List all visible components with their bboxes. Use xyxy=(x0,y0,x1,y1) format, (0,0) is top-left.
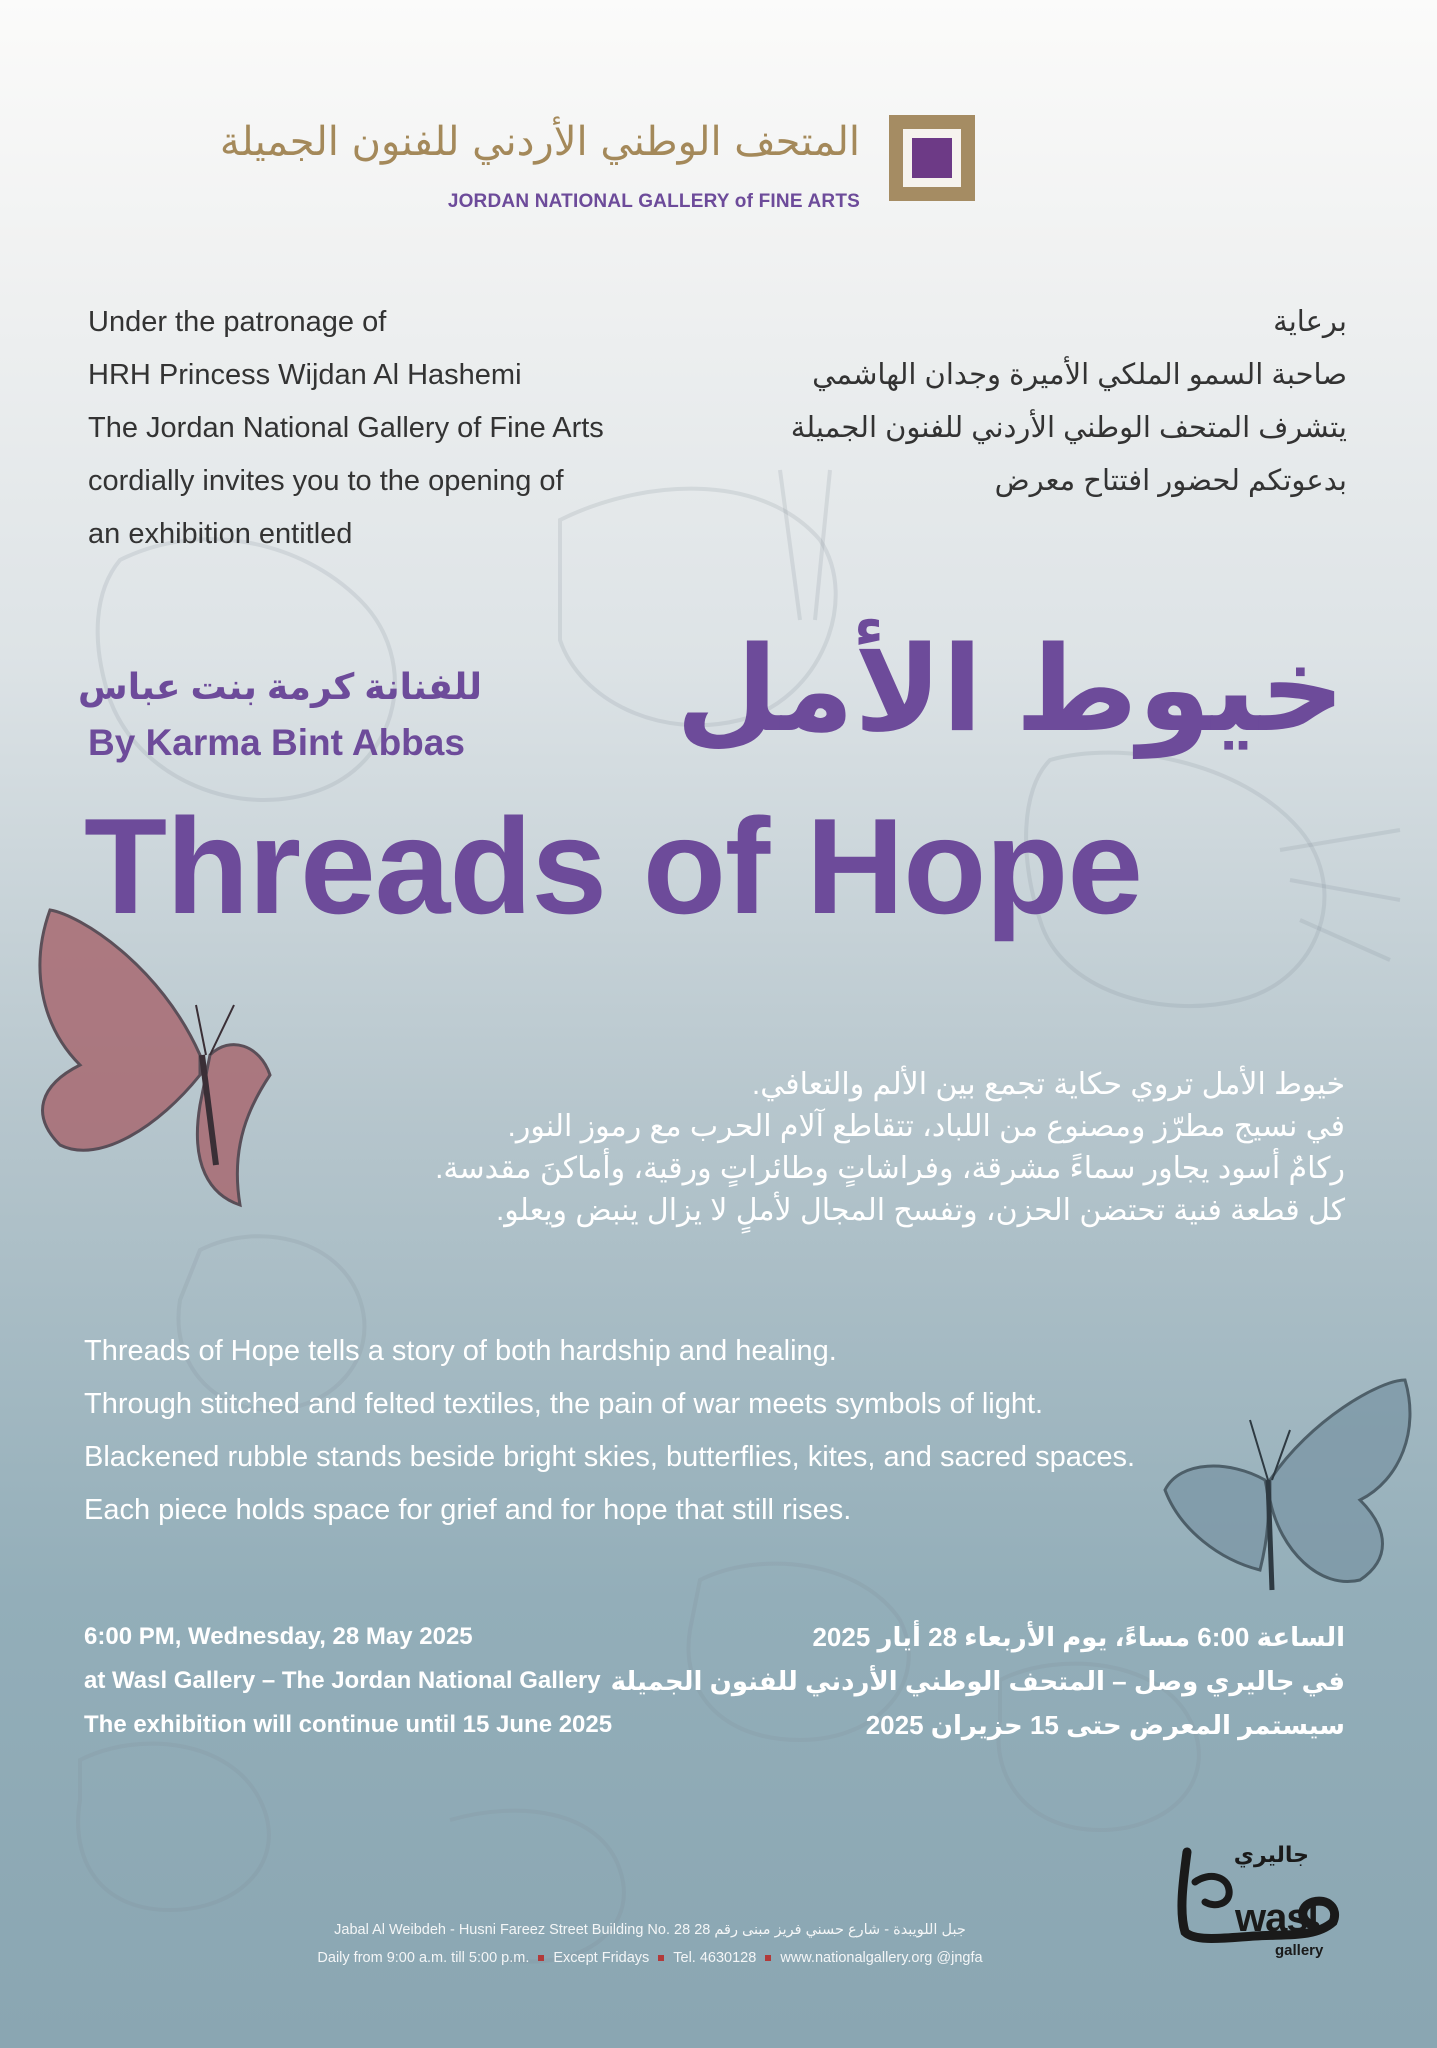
event-ar-line: في جاليري وصل – المتحف الوطني الأردني للفنون الجميلة xyxy=(610,1666,1345,1696)
event-en-line: 6:00 PM, Wednesday, 28 May 2025 xyxy=(84,1623,473,1650)
logo-square-icon xyxy=(889,115,975,201)
wasl-arabic-text: جاليري xyxy=(1233,1842,1309,1867)
desc-ar-line: خيوط الأمل تروي حكاية تجمع بين الألم والتعافي. xyxy=(751,1068,1345,1101)
footer-contact xyxy=(250,1944,1050,1972)
jngfa-logo xyxy=(219,115,975,215)
logo-english-text: JORDAN NATIONAL GALLERY of FINE ARTS xyxy=(447,191,860,212)
event-en-line: The exhibition will continue until 15 June 2025 xyxy=(84,1711,613,1738)
intro-en-line: an exhibition entitled xyxy=(88,518,353,550)
event-details-arabic xyxy=(610,1615,1345,1747)
intro-ar-line: صاحبة السمو الملكي الأميرة وجدان الهاشمي xyxy=(812,359,1347,391)
artist-english: By Karma Bint Abbas xyxy=(88,722,465,763)
intro-ar-line: يتشرف المتحف الوطني الأردني للفنون الجميلة xyxy=(790,412,1347,444)
desc-en-line: Through stitched and felted textiles, the pain of war meets symbols of light. xyxy=(84,1388,1044,1420)
desc-ar-line: كل قطعة فنية تحتضن الحزن، وتفسح المجال لأملٍ لا يزال ينبض ويعلو. xyxy=(495,1194,1345,1227)
description-english xyxy=(84,1325,1284,1537)
title-arabic: خيوط الأمل xyxy=(675,624,1345,756)
separator-icon xyxy=(658,1955,664,1961)
desc-ar-line: ركامٌ أسود يجاور سماءً مشرقة، وفراشاتٍ وطائراتٍ ورقية، وأماكنَ مقدسة. xyxy=(435,1152,1345,1185)
footer-phone: Tel. 4630128 xyxy=(673,1950,757,1966)
description-arabic xyxy=(435,1064,1345,1232)
intro-en-line: cordially invites you to the opening of xyxy=(88,465,564,497)
intro-en-line: HRH Princess Wijdan Al Hashemi xyxy=(88,359,522,391)
intro-ar-line: بدعوتكم لحضور افتتاح معرض xyxy=(994,465,1347,497)
footer-address: Jabal Al Weibdeh - Husni Fareez Street Building No. 28 جبل اللويبدة - شارع حسني فريز مبنى رقم 28 xyxy=(334,1922,966,1938)
separator-icon xyxy=(765,1955,771,1961)
event-ar-line: الساعة 6:00 مساءً، يوم الأربعاء 28 أيار 2025 xyxy=(812,1622,1345,1652)
footer xyxy=(250,1916,1050,1972)
butterfly-left-icon xyxy=(40,910,270,1205)
event-ar-line: سيستمر المعرض حتى 15 حزيران 2025 xyxy=(865,1710,1345,1740)
wasl-gallery-logo xyxy=(1165,1842,1345,1962)
intro-english xyxy=(88,296,708,561)
desc-en-line: Each piece holds space for grief and for hope that still rises. xyxy=(84,1494,852,1526)
footer-closed: Except Fridays xyxy=(553,1950,650,1966)
artist-arabic: للفنانة كرمة بنت عباس xyxy=(78,666,482,707)
desc-en-line: Blackened rubble stands beside bright skies, butterflies, kites, and sacred spaces. xyxy=(84,1441,1136,1473)
desc-en-line: Threads of Hope tells a story of both hardship and healing. xyxy=(84,1335,837,1367)
event-en-line: at Wasl Gallery – The Jordan National Gallery xyxy=(84,1667,601,1694)
footer-hours: Daily from 9:00 a.m. till 5:00 p.m. xyxy=(317,1950,530,1966)
desc-ar-line: في نسيج مطرّز ومصنوع من اللباد، تتقاطع آلام الحرب مع رموز النور. xyxy=(507,1110,1345,1143)
separator-icon xyxy=(538,1955,544,1961)
intro-arabic xyxy=(707,296,1347,508)
wasl-english-text: wasl xyxy=(1235,1896,1318,1940)
title-english: Threads of Hope xyxy=(84,790,1142,942)
intro-ar-line: برعاية xyxy=(1273,306,1347,338)
intro-en-line: Under the patronage of xyxy=(88,306,387,338)
logo-arabic-text: المتحف الوطني الأردني للفنون الجميلة xyxy=(219,119,860,165)
intro-en-line: The Jordan National Gallery of Fine Arts xyxy=(88,412,604,444)
wasl-gallery-text: gallery xyxy=(1275,1942,1324,1959)
footer-web[interactable]: www.nationalgallery.org @jngfa xyxy=(780,1950,983,1966)
